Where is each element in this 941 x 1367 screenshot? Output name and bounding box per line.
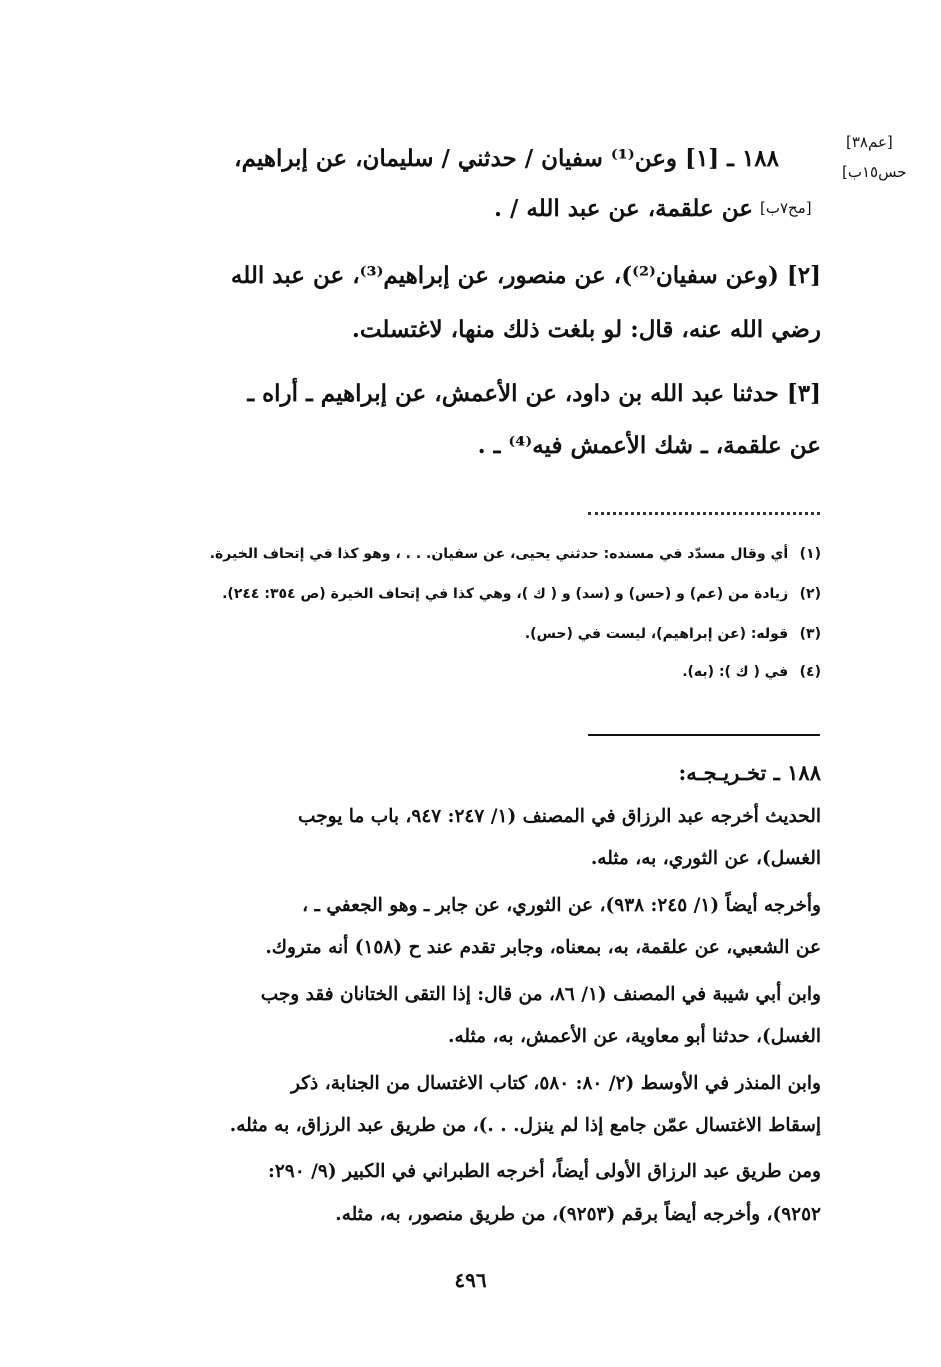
margin-note-3: [مح٧ب] xyxy=(760,199,812,217)
takhrij-line-7: وابن المنذر في الأوسط (٢/ ٨٠: ٥٨٠، كتاب الاغتسال من الجنابة، ذكر xyxy=(291,1073,821,1094)
takhrij-line-10: ٩٢٥٢)، وأخرجه أيضاً برقم (٩٢٥٣)، من طريق منصور، به، مثله. xyxy=(335,1204,821,1225)
footnote-text: زيادة من (عم) و (حس) و (سد) و ( ك )، وهي كذا في إتحاف الخيرة (ص ٣٥٤: ٢٤٤). xyxy=(222,586,789,602)
footnote-number: (٤) xyxy=(799,664,821,680)
footnote-text: أي وقال مسدّد في مسنده: حدثني يحيى، عن سفيان. . . ، وهو كذا في إتحاف الخيرة. xyxy=(209,546,789,562)
footnote-3 xyxy=(121,626,821,642)
takhrij-line-5: وابن أبي شيبة في المصنف (١/ ٨٦، من قال: إذا التقى الختانان فقد وجب xyxy=(260,984,821,1005)
footnote-1 xyxy=(121,546,821,562)
margin-note-2: حس١٥ب] xyxy=(842,163,907,181)
takhrij-line-6: الغسل)، حدثنا أبو معاوية، عن الأعمش، به، مثله. xyxy=(448,1026,821,1047)
takhrij-line-9: ومن طريق عبد الرزاق الأولى أيضاً، أخرجه الطبراني في الكبير (٩/ ٢٩٠: xyxy=(268,1161,821,1182)
main-line-3: [٢] (وعن سفيان⁽²⁾)، عن منصور، عن إبراهيم⁽³⁾، عن عبد الله xyxy=(230,262,821,289)
section-rule xyxy=(588,734,820,736)
margin-note-1: [عم٣٨] xyxy=(846,133,893,151)
footnote-number: (٣) xyxy=(799,626,821,642)
footnote-number: (٢) xyxy=(799,586,821,602)
footnote-text: في ( ك ): (به). xyxy=(682,664,789,680)
main-line-1: ١٨٨ ـ [١] وعن⁽¹⁾ سفيان / حدثني / سليمان، عن إبراهيم، xyxy=(234,145,779,172)
main-line-6: عن علقمة، ـ شك الأعمش فيه⁽⁴⁾ ـ . xyxy=(477,432,821,459)
footnote-2 xyxy=(121,586,821,602)
takhrij-heading: ١٨٨ ـ تخـريـجـه: xyxy=(678,760,821,785)
footnote-separator xyxy=(588,512,820,525)
page-number: ٤٩٦ xyxy=(454,1268,487,1292)
footnote-4 xyxy=(121,664,821,680)
takhrij-line-4: عن الشعبي، عن علقمة، به، بمعناه، وجابر تقدم عند ح (١٥٨) أنه متروك. xyxy=(265,937,821,958)
takhrij-line-8: إسقاط الاغتسال عمّن جامع إذا لم ينزل. . .)، من طريق عبد الرزاق، به مثله. xyxy=(229,1115,821,1136)
takhrij-line-3: وأخرجه أيضاً (١/ ٢٤٥: ٩٣٨)، عن الثوري، عن جابر ـ وهو الجعفي ـ ، xyxy=(302,895,821,916)
takhrij-line-2: الغسل)، عن الثوري، به، مثله. xyxy=(590,848,821,869)
main-line-4: رضي الله عنه، قال: لو بلغت ذلك منها، لاغتسلت. xyxy=(351,316,821,343)
main-line-5: [٣] حدثنا عبد الله بن داود، عن الأعمش، عن إبراهيم ـ أراه ـ xyxy=(247,380,821,407)
main-line-2: عن علقمة، عن عبد الله / . xyxy=(493,195,753,222)
footnote-text: قوله: (عن إبراهيم)، ليست في (حس). xyxy=(524,626,789,642)
footnote-number: (١) xyxy=(799,546,821,562)
takhrij-line-1: الحديث أخرجه عبد الرزاق في المصنف (١/ ٢٤٧: ٩٤٧، باب ما يوجب xyxy=(298,806,821,827)
